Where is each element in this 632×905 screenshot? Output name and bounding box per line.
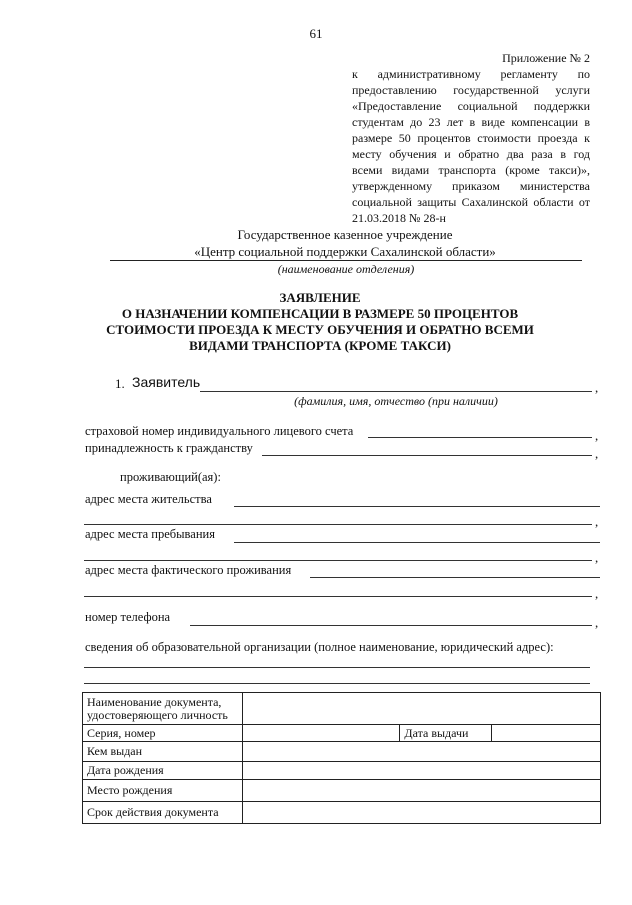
address-stay-comma: , — [595, 550, 599, 565]
issue-date-label: Дата выдачи — [400, 725, 492, 742]
org-underline — [110, 260, 582, 261]
phone-field[interactable] — [190, 625, 592, 626]
address-actual-label: адрес места фактического проживания — [85, 563, 292, 577]
table-row — [83, 762, 601, 780]
address-stay-field[interactable] — [234, 542, 600, 543]
identity-document-table — [82, 692, 601, 824]
address-actual-comma: , — [595, 586, 599, 601]
org-line-2: «Центр социальной поддержки Сахалинской области» — [194, 244, 496, 259]
document-title — [70, 290, 570, 354]
phone-label: номер телефона — [85, 610, 171, 624]
page-number: 61 — [309, 26, 323, 41]
issue-date-input[interactable] — [492, 725, 601, 742]
org-caption: (наименование отделения) — [277, 262, 415, 276]
applicant-comma: , — [595, 380, 599, 395]
series-number-input[interactable] — [242, 725, 400, 742]
appendix-title: Приложение № 2 — [502, 51, 590, 65]
title-line-3: СТОИМОСТИ ПРОЕЗДА К МЕСТУ ОБУЧЕНИЯ И ОБРАТНО ВСЕМИ — [106, 322, 534, 337]
birth-place-input[interactable] — [242, 780, 600, 802]
title-line-2: О НАЗНАЧЕНИИ КОМПЕНСАЦИИ В РАЗМЕРЕ 50 ПРОЦЕНТОВ — [121, 306, 519, 321]
citizenship-label: принадлежность к гражданству — [85, 441, 253, 455]
applicant-number: 1. — [115, 376, 125, 391]
education-label: сведения об образовательной организации (полное наименование, юридический адрес): — [85, 640, 554, 654]
table-row — [83, 780, 601, 802]
title-line-1: ЗАЯВЛЕНИЕ — [279, 290, 361, 305]
doc-name-input[interactable] — [242, 693, 600, 725]
org-line-1: Государственное казенное учреждение — [237, 227, 453, 242]
applicant-name-field[interactable] — [200, 391, 592, 392]
applicant-caption: (фамилия, имя, отчество (при наличии) — [294, 394, 498, 408]
snils-label: страховой номер индивидуального лицевого счета — [85, 424, 354, 438]
birth-date-label: Дата рождения — [83, 762, 243, 780]
birth-date-input[interactable] — [242, 762, 600, 780]
appendix-body: к административному регламенту по предоставлению государственной услуги «Предоставление социальной поддержки студентам до 23 лет в виде компенсации в размере 50 процентов стоимости проезда к месту обучения и обратно два раза в год всеми видами транспорта (кроме такси)», утвержденному приказом министерства социальной защиты Сахалинской области от 21.03.2018 № 28-н — [352, 67, 590, 225]
issued-by-input[interactable] — [242, 742, 600, 762]
address-actual-field-2[interactable] — [84, 596, 592, 597]
phone-comma: , — [595, 615, 599, 630]
education-field-2[interactable] — [84, 683, 590, 684]
table-row — [83, 802, 601, 824]
address-residence-field-2[interactable] — [84, 524, 592, 525]
address-residence-comma: , — [595, 514, 599, 529]
address-stay-field-2[interactable] — [84, 560, 592, 561]
residing-label: проживающий(ая): — [120, 470, 221, 484]
citizenship-comma: , — [595, 446, 599, 461]
doc-name-label: Наименование документа, удостоверяющего личность — [83, 693, 243, 725]
validity-label: Срок действия документа — [83, 802, 243, 824]
table-row — [83, 742, 601, 762]
address-residence-label: адрес места жительства — [85, 492, 212, 506]
issued-by-label: Кем выдан — [83, 742, 243, 762]
citizenship-field[interactable] — [262, 455, 592, 456]
appendix-block — [352, 50, 590, 226]
organization-block — [110, 226, 580, 260]
snils-comma: , — [595, 428, 599, 443]
series-number-label: Серия, номер — [83, 725, 243, 742]
education-field-1[interactable] — [84, 667, 590, 668]
applicant-label: Заявитель — [132, 374, 201, 390]
address-actual-field[interactable] — [310, 577, 600, 578]
address-stay-label: адрес места пребывания — [85, 527, 215, 541]
snils-field[interactable] — [368, 437, 592, 438]
validity-input[interactable] — [242, 802, 600, 824]
title-line-4: ВИДАМИ ТРАНСПОРТА (КРОМЕ ТАКСИ) — [189, 338, 451, 353]
address-residence-field[interactable] — [234, 506, 600, 507]
table-row — [83, 693, 601, 725]
table-row — [83, 725, 601, 742]
birth-place-label: Место рождения — [83, 780, 243, 802]
